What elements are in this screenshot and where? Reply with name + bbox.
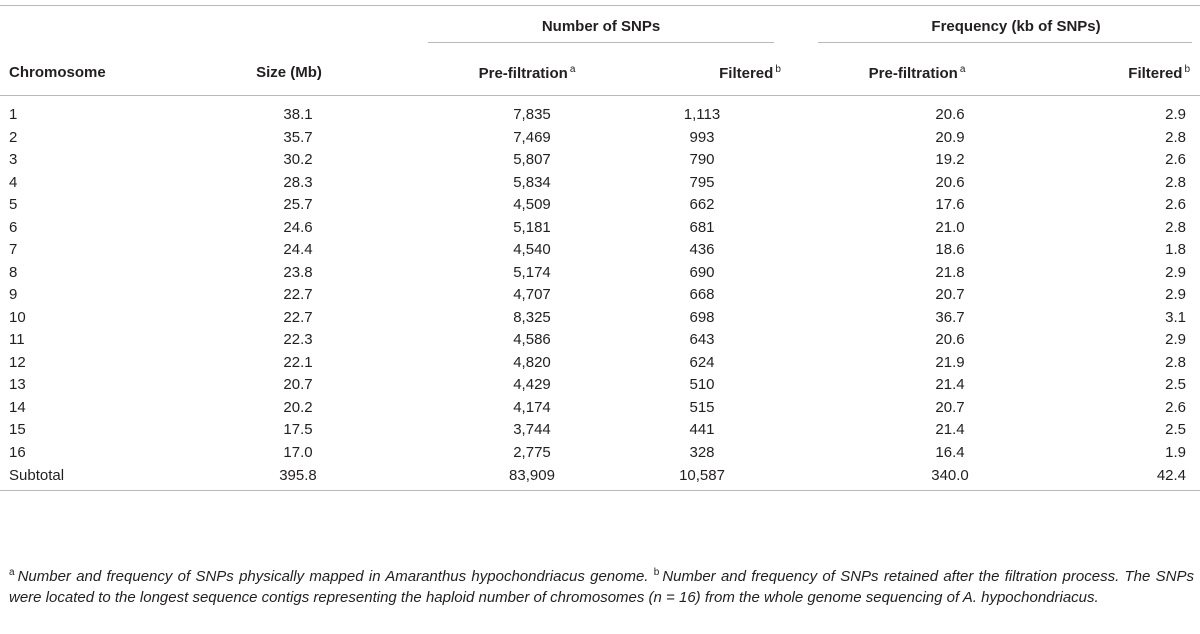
snp-table: [0, 5, 1200, 491]
group-header-frequency: Frequency (kb of SNPs): [792, 6, 1200, 51]
cell-chromosome: 5: [9, 196, 18, 213]
col-header-pre-filtration-count: Pre-filtration $^a$: [420, 50, 608, 96]
cell-pre-filtration-count: 5,834: [513, 173, 551, 191]
column-header-row: [0, 50, 1200, 96]
cell-filtered-count: 993: [689, 128, 715, 146]
cell-filtered-freq: 2.9: [1165, 286, 1187, 303]
cell-pre-filtration-count: 5,807: [513, 151, 551, 168]
table-row: [0, 149, 1200, 172]
cell-filtered-count: 668: [689, 286, 715, 303]
cell-chromosome: 11: [9, 331, 25, 348]
cell-size: 17.5: [283, 421, 313, 438]
cell-pre-filtration-freq: 21.9: [935, 353, 965, 371]
cell-chromosome: 6: [9, 218, 18, 236]
cell-filtered-count: 1,113: [683, 106, 721, 123]
cell-pre-filtration-freq: 17.6: [935, 196, 965, 213]
cell-filtered-count: 690: [689, 263, 715, 281]
cell-size: 24.6: [283, 218, 313, 236]
cell-filtered-count: 328: [689, 443, 715, 461]
cell-size: 30.2: [283, 151, 313, 168]
cell-pre-filtration-freq: 20.7: [935, 286, 965, 303]
cell-filtered-count: 510: [689, 376, 715, 393]
subtotal-pre-filtration-count: 83,909: [420, 464, 608, 491]
cell-pre-filtration-freq: 21.4: [935, 376, 965, 393]
table-row: [0, 239, 1200, 262]
cell-pre-filtration-count: 8,325: [513, 308, 551, 326]
cell-pre-filtration-freq: 21.0: [935, 218, 965, 236]
cell-filtered-count: 790: [689, 151, 715, 168]
cell-filtered-freq: 1.8: [1165, 241, 1187, 258]
cell-filtered-count: 662: [689, 196, 715, 213]
cell-pre-filtration-count: 4,509: [513, 196, 551, 213]
col-header-filtered-freq: Filtered $^b$: [1012, 50, 1200, 96]
cell-chromosome: 15: [9, 421, 26, 438]
cell-chromosome: 10: [9, 308, 26, 326]
table-row: [0, 262, 1200, 285]
table-row: [0, 217, 1200, 240]
cell-filtered-count: 515: [689, 398, 715, 416]
table-row: [0, 96, 1200, 127]
cell-pre-filtration-freq: 20.6: [935, 173, 965, 191]
col-header-size: Size (Mb): [170, 50, 420, 96]
cell-pre-filtration-freq: 20.7: [935, 398, 965, 416]
table-row: [0, 352, 1200, 375]
cell-filtered-freq: 2.9: [1165, 331, 1187, 348]
cell-chromosome: 13: [9, 376, 26, 393]
cell-pre-filtration-freq: 21.8: [935, 263, 965, 281]
cell-filtered-freq: 1.9: [1165, 443, 1187, 461]
footnote-marker-b: b: [653, 567, 660, 578]
subtotal-chromosome: Subtotal: [0, 464, 170, 491]
table-row: [0, 307, 1200, 330]
cell-size: 35.7: [283, 128, 313, 146]
table-row: [0, 284, 1200, 307]
cell-pre-filtration-freq: 36.7: [935, 308, 965, 326]
cell-filtered-count: 436: [689, 241, 715, 258]
cell-pre-filtration-count: 4,429: [513, 376, 551, 393]
cell-filtered-freq: 2.8: [1165, 128, 1187, 146]
cell-chromosome: 1: [9, 106, 18, 123]
cell-size: 28.3: [283, 173, 313, 191]
cell-size: 20.2: [283, 398, 313, 416]
footnote-text-b: Number and frequency of SNPs retained after the filtration process. The SNPs were located to the longest sequence contigs representing the haploid number of chromosomes (n = 16) from the whole genome sequencing of A. hypochondriacus.: [9, 568, 1194, 606]
footnote-marker-b: b: [1184, 63, 1191, 75]
cell-chromosome: 12: [9, 353, 26, 371]
cell-pre-filtration-count: 7,469: [513, 128, 551, 146]
table-row: [0, 127, 1200, 150]
cell-filtered-freq: 2.8: [1165, 353, 1187, 371]
subtotal-row: [0, 464, 1200, 491]
cell-chromosome: 14: [9, 398, 26, 416]
footnote-text-a: Number and frequency of SNPs physically mapped in Amaranthus hypochondriacus genome.: [17, 568, 649, 585]
subtotal-filtered-count: 10,587: [608, 464, 792, 491]
cell-chromosome: 8: [9, 263, 18, 281]
cell-pre-filtration-freq: 18.6: [935, 241, 965, 258]
cell-pre-filtration-count: 4,707: [513, 286, 551, 303]
cell-filtered-freq: 2.9: [1165, 263, 1187, 281]
subtotal-size: 395.8: [170, 464, 420, 491]
table-row: [0, 397, 1200, 420]
cell-size: 23.8: [283, 263, 313, 281]
cell-pre-filtration-freq: 21.4: [935, 421, 965, 438]
group-header-number-of-snps: Number of SNPs: [420, 6, 792, 51]
subtotal-filtered-freq: 42.4: [1012, 464, 1200, 491]
subtotal-pre-filtration-freq: 340.0: [792, 464, 1012, 491]
cell-size: 22.7: [283, 308, 313, 326]
cell-filtered-count: 441: [689, 421, 715, 438]
cell-pre-filtration-freq: 20.6: [935, 331, 965, 348]
cell-pre-filtration-freq: 20.9: [935, 128, 965, 146]
cell-pre-filtration-count: 4,174: [513, 398, 551, 416]
cell-filtered-count: 681: [689, 218, 715, 236]
col-header-filtered-count: Filtered $^b$: [608, 50, 792, 96]
cell-filtered-freq: 2.5: [1165, 421, 1187, 438]
cell-filtered-freq: 2.6: [1165, 151, 1187, 168]
cell-pre-filtration-freq: 20.6: [935, 106, 965, 123]
cell-size: 24.4: [283, 241, 313, 258]
col-header-chromosome: Chromosome: [0, 50, 170, 96]
cell-filtered-freq: 3.1: [1165, 308, 1187, 326]
cell-filtered-freq: 2.6: [1165, 196, 1187, 213]
cell-chromosome: 3: [9, 151, 18, 168]
cell-pre-filtration-freq: 16.4: [935, 443, 965, 461]
cell-pre-filtration-count: 7,835: [513, 106, 551, 123]
table-row: [0, 442, 1200, 465]
cell-pre-filtration-freq: 19.2: [935, 151, 965, 168]
cell-filtered-count: 795: [689, 173, 715, 191]
cell-size: 20.7: [283, 376, 313, 393]
table-row: [0, 419, 1200, 442]
table-body: [0, 96, 1200, 491]
cell-filtered-freq: 2.6: [1165, 398, 1187, 416]
cell-filtered-freq: 2.5: [1165, 376, 1187, 393]
cell-filtered-freq: 2.8: [1165, 173, 1187, 191]
cell-chromosome: 2: [9, 128, 18, 146]
cell-chromosome: 7: [9, 241, 18, 258]
group-header-row: [0, 6, 1200, 51]
cell-filtered-count: 643: [689, 331, 715, 348]
table-footnote: [9, 562, 1194, 608]
table-row: [0, 194, 1200, 217]
cell-pre-filtration-count: 5,181: [513, 218, 551, 236]
footnote-marker-a: a: [569, 63, 576, 75]
cell-filtered-count: 698: [689, 308, 715, 326]
cell-size: 22.3: [283, 331, 313, 348]
cell-size: 17.0: [283, 443, 313, 461]
cell-size: 22.1: [283, 353, 313, 371]
cell-pre-filtration-count: 4,820: [513, 353, 551, 371]
cell-pre-filtration-count: 2,775: [513, 443, 551, 461]
cell-pre-filtration-count: 4,540: [513, 241, 551, 258]
cell-filtered-freq: 2.8: [1165, 218, 1187, 236]
cell-pre-filtration-count: 5,174: [513, 263, 551, 281]
cell-size: 38.1: [283, 106, 313, 123]
cell-filtered-freq: 2.9: [1165, 106, 1187, 123]
footnote-marker-a: a: [959, 63, 966, 75]
cell-chromosome: 4: [9, 173, 18, 191]
cell-size: 22.7: [283, 286, 313, 303]
footnote-marker-b: b: [775, 63, 781, 75]
cell-filtered-count: 624: [689, 353, 715, 371]
cell-chromosome: 9: [9, 286, 18, 303]
col-header-pre-filtration-freq: Pre-filtration $^a$: [792, 50, 1012, 96]
cell-pre-filtration-count: 3,744: [513, 421, 551, 438]
cell-pre-filtration-count: 4,586: [513, 331, 551, 348]
cell-chromosome: 16: [9, 443, 26, 461]
table-row: [0, 329, 1200, 352]
table-row: [0, 374, 1200, 397]
footnote-marker-a: a: [9, 567, 15, 578]
table-row: [0, 172, 1200, 195]
cell-size: 25.7: [283, 196, 313, 213]
